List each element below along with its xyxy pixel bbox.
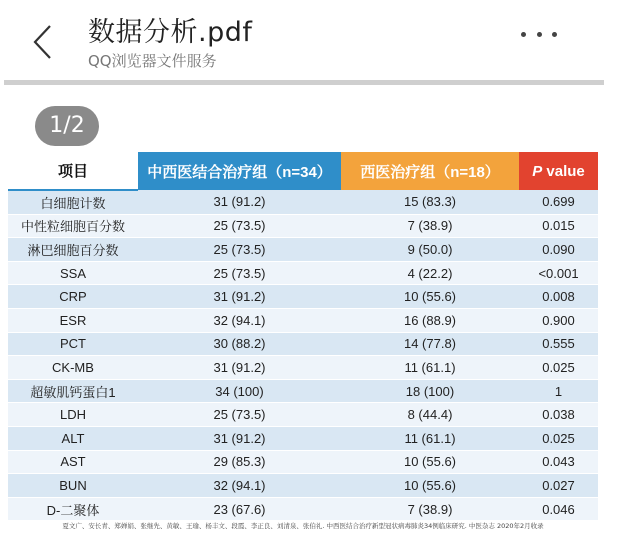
row-group-a-value: 31 (91.2) <box>138 426 341 450</box>
row-p-value: 0.043 <box>519 450 598 474</box>
row-item-name: 超敏肌钙蛋白1 <box>8 379 138 403</box>
row-group-a-value: 30 (88.2) <box>138 332 341 356</box>
table-row <box>8 426 598 450</box>
row-p-value: 0.027 <box>519 474 598 498</box>
row-group-b-value: 11 (61.1) <box>341 426 519 450</box>
row-item-name: ESR <box>8 308 138 332</box>
row-p-value: 0.025 <box>519 426 598 450</box>
table-row <box>8 190 598 214</box>
row-group-a-value: 29 (85.3) <box>138 450 341 474</box>
table-row <box>8 214 598 238</box>
p-symbol: P <box>532 162 543 180</box>
row-group-b-value: 11 (61.1) <box>341 356 519 380</box>
row-group-a-value: 25 (73.5) <box>138 403 341 427</box>
row-item-name: CRP <box>8 285 138 309</box>
row-item-name: D-二聚体 <box>8 497 138 521</box>
table-row <box>8 238 598 262</box>
row-group-b-value: 8 (44.4) <box>341 403 519 427</box>
row-p-value: 0.699 <box>519 190 598 214</box>
row-group-b-value: 10 (55.6) <box>341 450 519 474</box>
row-group-b-value: 7 (38.9) <box>341 214 519 238</box>
table-row <box>8 403 598 427</box>
row-group-a-value: 31 (91.2) <box>138 356 341 380</box>
row-item-name: SSA <box>8 261 138 285</box>
row-item-name: ALT <box>8 426 138 450</box>
row-p-value: 0.046 <box>519 497 598 521</box>
back-button[interactable] <box>30 22 60 60</box>
chevron-left-icon <box>30 22 56 62</box>
header-group-b: 西医治疗组（n=18） <box>341 152 519 190</box>
results-table <box>8 152 598 521</box>
row-p-value: 0.900 <box>519 308 598 332</box>
row-group-b-value: 9 (50.0) <box>341 238 519 262</box>
document-subtitle: QQ浏览器文件服务 <box>88 52 217 70</box>
top-bar <box>0 0 619 80</box>
table-body <box>8 190 598 521</box>
page-indicator: 1/2 <box>35 106 99 146</box>
row-item-name: 白细胞计数 <box>8 190 138 214</box>
row-item-name: AST <box>8 450 138 474</box>
table-row <box>8 261 598 285</box>
row-p-value: <0.001 <box>519 261 598 285</box>
table-row <box>8 285 598 309</box>
row-group-b-value: 18 (100) <box>341 379 519 403</box>
table-row <box>8 497 598 521</box>
citation-footnote: 夏文广、安长青、郑婵娟、张继先、黄敏、王瑜、杨丰文、段霞、李正良、刘清泉、张伯礼. 中西医结合治疗新型冠状病毒肺炎34例临床研究. 中医杂志 2020年2月收录 <box>62 522 544 530</box>
row-group-a-value: 31 (91.2) <box>138 285 341 309</box>
row-p-value: 1 <box>519 379 598 403</box>
row-item-name: PCT <box>8 332 138 356</box>
row-item-name: 中性粒细胞百分数 <box>8 214 138 238</box>
row-group-b-value: 7 (38.9) <box>341 497 519 521</box>
p-word: value <box>546 162 585 180</box>
header-p-value <box>519 152 598 190</box>
row-group-b-value: 10 (55.6) <box>341 285 519 309</box>
table-row <box>8 474 598 498</box>
row-group-a-value: 34 (100) <box>138 379 341 403</box>
more-options-button[interactable] <box>521 24 557 44</box>
row-p-value: 0.555 <box>519 332 598 356</box>
row-group-a-value: 32 (94.1) <box>138 474 341 498</box>
row-group-a-value: 23 (67.6) <box>138 497 341 521</box>
row-p-value: 0.038 <box>519 403 598 427</box>
header-divider <box>4 80 604 85</box>
table-row <box>8 356 598 380</box>
row-group-a-value: 32 (94.1) <box>138 308 341 332</box>
table-row <box>8 308 598 332</box>
document-title: 数据分析.pdf <box>88 17 253 48</box>
row-p-value: 0.090 <box>519 238 598 262</box>
table-row <box>8 332 598 356</box>
row-group-a-value: 31 (91.2) <box>138 190 341 214</box>
header-item: 项目 <box>8 152 138 190</box>
row-item-name: CK-MB <box>8 356 138 380</box>
row-group-b-value: 10 (55.6) <box>341 474 519 498</box>
row-p-value: 0.025 <box>519 356 598 380</box>
row-group-b-value: 15 (83.3) <box>341 190 519 214</box>
more-horizontal-icon-dot <box>537 32 542 37</box>
table-header-row <box>8 152 598 190</box>
row-item-name: 淋巴细胞百分数 <box>8 238 138 262</box>
row-group-a-value: 25 (73.5) <box>138 238 341 262</box>
row-group-a-value: 25 (73.5) <box>138 214 341 238</box>
row-group-a-value: 25 (73.5) <box>138 261 341 285</box>
row-group-b-value: 16 (88.9) <box>341 308 519 332</box>
table-row <box>8 379 598 403</box>
row-p-value: 0.015 <box>519 214 598 238</box>
more-horizontal-icon-dot <box>552 32 557 37</box>
row-group-b-value: 14 (77.8) <box>341 332 519 356</box>
table-row <box>8 450 598 474</box>
header-group-a: 中西医结合治疗组（n=34） <box>138 152 341 190</box>
row-group-b-value: 4 (22.2) <box>341 261 519 285</box>
more-horizontal-icon <box>521 32 526 37</box>
row-item-name: BUN <box>8 474 138 498</box>
row-item-name: LDH <box>8 403 138 427</box>
row-p-value: 0.008 <box>519 285 598 309</box>
